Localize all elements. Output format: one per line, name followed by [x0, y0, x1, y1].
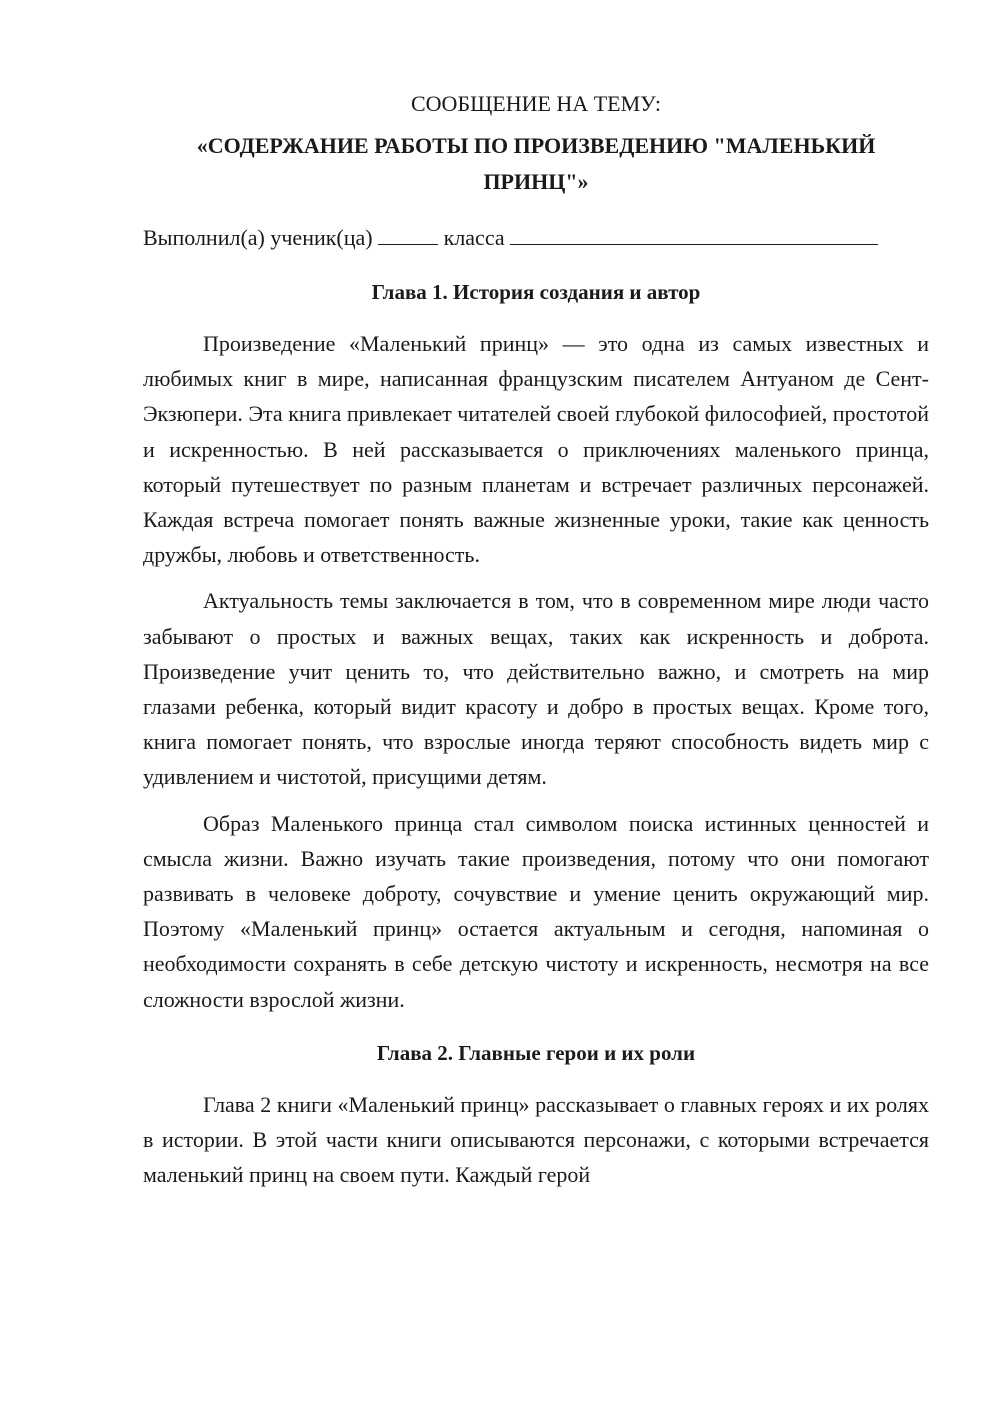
- chapter-1-paragraph: Произведение «Маленький принц» — это одна из самых известных и любимых книг в мире, написанная французским писателем Антуаном де Сент-Экзюпери. Эта книга привлекает читателей своей глубокой философией, простотой и искренностью. В ней рассказывается о приключениях маленького принца, который путешествует по разным планетам и встречает различных персонажей. Каждая встреча помогает понять важные жизненные уроки, такие как ценность дружбы, любовь и ответственность.: [143, 331, 929, 568]
- chapter-1-heading: Глава 1. История создания и автор: [371, 280, 701, 304]
- class-number-blank: [378, 222, 438, 245]
- student-line: [143, 220, 929, 256]
- chapter-2-paragraph: Глава 2 книги «Маленький принц» рассказывает о главных героях и их ролях в истории. В этой части книги описываются персонажи, с которыми встречается маленький принц на своем пути. Каждый герой: [143, 1091, 929, 1188]
- document-subtitle: СООБЩЕНИЕ НА ТЕМУ:: [411, 91, 661, 116]
- chapter-2-heading: Глава 2. Главные герои и их роли: [376, 1040, 696, 1065]
- document-page: [143, 86, 929, 1192]
- chapter-1-paragraph: Актуальность темы заключается в том, что в современном мире люди часто забывают о простых и важных вещах, таких как искренность и доброта. Произведение учит ценить то, что действительно важно, и смотреть на мир глазами ребенка, который видит красоту и добро в простых вещах. Кроме того, книга помогает понять, что взрослые иногда теряют способность видеть мир с удивлением и чистотой, присущими детям.: [143, 588, 929, 790]
- chapter-1-paragraph: Образ Маленького принца стал символом поиска истинных ценностей и смысла жизни. Важно изучать такие произведения, потому что они помогают развивать в человеке доброту, сочувствие и умение ценить окружающий мир. Поэтому «Маленький принц» остается актуальным и сегодня, напоминая о необходимости сохранять в себе детскую чистоту и искренность, несмотря на все сложности взрослой жизни.: [143, 810, 929, 1012]
- class-label: класса: [443, 225, 505, 250]
- document-title: «СОДЕРЖАНИЕ РАБОТЫ ПО ПРОИЗВЕДЕНИЮ "МАЛЕНЬКИЙ ПРИНЦ"»: [196, 133, 876, 194]
- student-prefix: Выполнил(а) ученик(ца): [143, 225, 373, 250]
- student-name-blank: [510, 222, 878, 245]
